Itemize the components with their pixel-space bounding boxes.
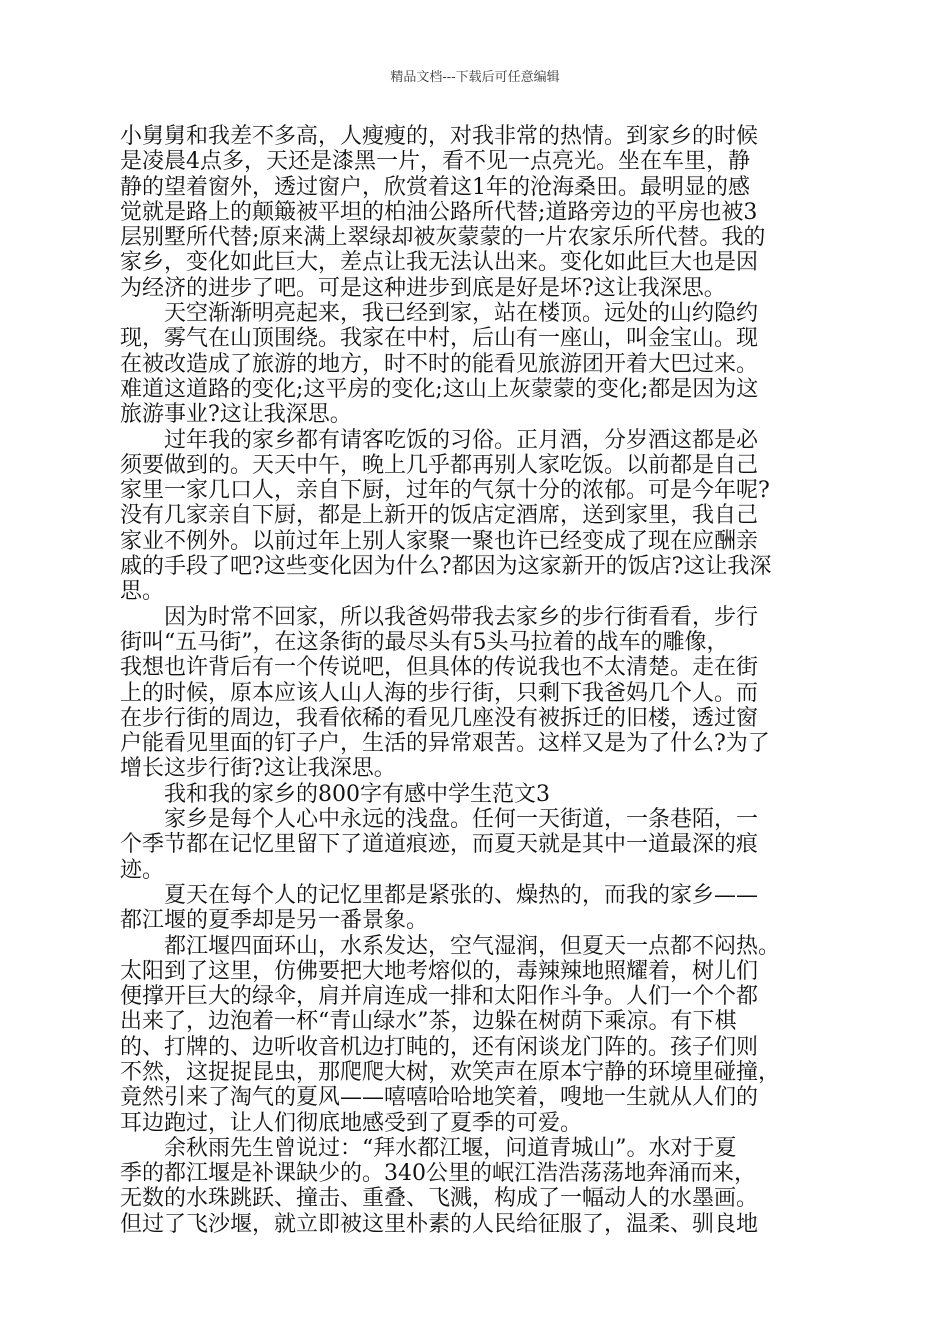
text-line: 季的都江堰是补课缺少的。340公里的岷江浩浩荡荡地奔涌而来， (120, 1161, 756, 1187)
text-line: 是凌晨4点多，天还是漆黑一片，看不见一点亮光。坐在车里，静 (120, 149, 750, 175)
text-line: 太阳到了这里，仿佛要把大地考熔似的，毒辣辣地照耀着，树儿们 (120, 958, 759, 984)
text-line: 没有几家亲自下厨，都是上新开的饭店定酒席，送到家里，我自己 (120, 503, 759, 529)
text-line: 街叫“五马街”，在这条街的最尽头有5头马拉着的战车的雕像， (120, 629, 729, 655)
text-line: 为经济的进步了吧。可是这种进步到底是好是坏?这让我深思。 (120, 275, 726, 301)
text-line: 须要做到的。天天中午，晚上几乎都再别人家吃饭。以前都是自己 (120, 452, 759, 478)
paragraph (120, 124, 840, 301)
text-line: 戚的手段了吧?这些变化因为什么?都因为这家新开的饭店?这让我深 (120, 554, 772, 580)
text-line: 夏天在每个人的记忆里都是紧张的、燥热的，而我的家乡—— (164, 882, 759, 908)
paragraph (120, 301, 840, 427)
text-line: 都江堰四面环山，水系发达，空气湿润，但夏天一点都不闷热。 (164, 933, 781, 959)
text-line: 个季节都在记忆里留下了道道痕迹，而夏天就是其中一道最深的痕 (120, 832, 759, 858)
paragraph (120, 605, 840, 782)
text-line: 家业不例外。以前过年上别人家聚一聚也许已经变成了现在应酬亲 (120, 528, 759, 554)
text-line: 余秋雨先生曾说过：“拜水都江堰，问道青城山”。水对于夏 (164, 1135, 737, 1161)
text-line: 过年我的家乡都有请客吃饭的习俗。正月酒，分岁酒这都是必 (164, 427, 759, 453)
text-line: 便撑开巨大的绿伞，肩并肩连成一排和太阳作斗争。人们一个个都 (120, 984, 759, 1010)
page-header: 精品文档---下载后可任意编辑 (390, 70, 560, 85)
text-line: 都江堰的夏季却是另一番景象。 (120, 908, 429, 934)
text-line: 家乡是每个人心中永远的浅盘。任何一天街道，一条巷陌，一 (164, 807, 759, 833)
text-line: 的、打牌的、边听收音机边打盹的，还有闲谈龙门阵的。孩子们则 (120, 1034, 759, 1060)
text-line: 竟然引来了淘气的夏风——嘻嘻哈哈地笑着，嗖地一生就从人们的 (120, 1085, 759, 1111)
text-line: 无数的水珠跳跃、撞击、重叠、飞溅，构成了一幅动人的水墨画。 (120, 1186, 759, 1212)
text-line: 在被改造成了旅游的地方，时不时的能看见旅游团开着大巴过来。 (120, 351, 759, 377)
text-line: 层别墅所代替;原来满上翠绿却被灰蒙蒙的一片农家乐所代替。我的 (120, 225, 766, 251)
text-line: 迹。 (120, 857, 165, 883)
text-line: 增长这步行街?这让我深思。 (120, 756, 396, 782)
text-line: 但过了飞沙堰，就立即被这里朴素的人民给征服了，温柔、驯良地 (120, 1211, 759, 1237)
text-line: 户能看见里面的钉子户，生活的异常艰苦。这样又是为了什么?为了 (120, 731, 770, 757)
text-line: 因为时常不回家，所以我爸妈带我去家乡的步行街看看，步行 (164, 604, 759, 630)
text-line: 在步行街的周边，我看依稀的看见几座没有被拆迁的旧楼，透过窗 (120, 705, 759, 731)
text-line: 难道这道路的变化;这平房的变化;这山上灰蒙蒙的变化;都是因为这 (120, 376, 759, 402)
document-body (120, 124, 840, 1237)
text-line: 耳边跑过，让人们彻底地感受到了夏季的可爱。 (120, 1110, 583, 1136)
paragraph (120, 883, 840, 934)
paragraph (120, 1136, 840, 1237)
text-line: 家乡，变化如此巨大，差点让我无法认出来。变化如此巨大也是因 (120, 250, 759, 276)
text-line: 现，雾气在山顶围绕。我家在中村，后山有一座山，叫金宝山。现 (120, 326, 759, 352)
paragraph (120, 428, 840, 605)
text-line: 天空渐渐明亮起来，我已经到家，站在楼顶。远处的山约隐约 (164, 301, 759, 327)
text-line: 不然，这捉捉昆虫，那爬爬大树，欢笑声在原本宁静的环境里碰撞， (120, 1059, 781, 1085)
text-line: 静的望着窗外，透过窗户，欣赏着这1年的沧海桑田。最明显的感 (120, 174, 750, 200)
text-line: 旅游事业?这让我深思。 (120, 402, 352, 428)
text-line: 家里一家几口人，亲自下厨，过年的气氛十分的浓郁。可是今年呢? (120, 478, 770, 504)
text-line: 觉就是路上的颠簸被平坦的柏油公路所代替;道路旁边的平房也被3 (120, 199, 758, 225)
paragraph (120, 807, 840, 883)
text-line: 思。 (120, 579, 165, 605)
text-line: 我想也许背后有一个传说吧，但具体的传说我也不太清楚。走在街 (120, 655, 759, 681)
text-line: 我和我的家乡的800字有感中学生范文3 (164, 781, 550, 807)
text-line: 小舅舅和我差不多高，人瘦瘦的，对我非常的热情。到家乡的时候 (120, 124, 759, 149)
text-line: 出来了，边泡着一杯“青山绿水”茶，边躲在树荫下乘凉。有下棋 (120, 1009, 737, 1035)
text-line: 上的时候，原本应该人山人海的步行街，只剩下我爸妈几个人。而 (120, 680, 759, 706)
section-heading (120, 782, 840, 807)
paragraph (120, 934, 840, 1136)
